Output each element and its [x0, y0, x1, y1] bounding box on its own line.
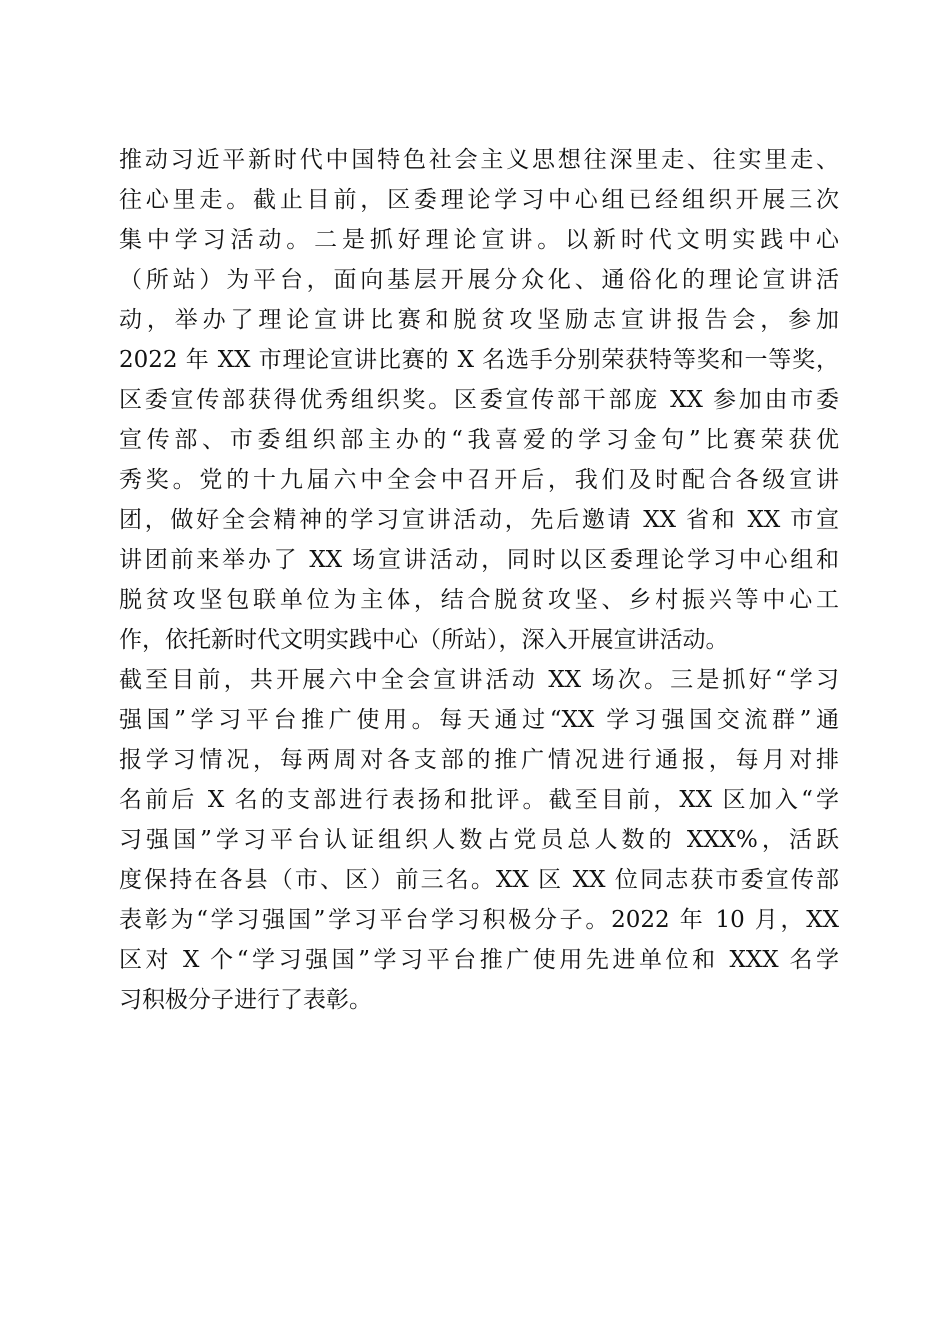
text-line: 2022 年 XX 市理论宣讲比赛的 X 名选手分别荣获特等奖和一等奖，	[119, 347, 839, 373]
text-line: （所站）为平台，面向基层开展分众化、通俗化的理论宣讲活	[119, 267, 839, 293]
text-line: 度保持在各县（市、区）前三名。XX 区 XX 位同志获市委宣传部	[119, 867, 839, 893]
text-line: 宣传部、市委组织部主办的“我喜爱的学习金句”比赛荣获优	[119, 427, 839, 453]
text-line: 报学习情况，每两周对各支部的推广情况进行通报，每月对排	[119, 747, 839, 773]
text-line: 作，依托新时代文明实践中心（所站），深入开展宣讲活动。	[119, 627, 729, 653]
text-line: 脱贫攻坚包联单位为主体，结合脱贫攻坚、乡村振兴等中心工	[119, 587, 839, 613]
text-line: 往心里走。截止目前，区委理论学习中心组已经组织开展三次	[119, 187, 839, 213]
text-line: 习强国”学习平台认证组织人数占党员总人数的 XXX%，活跃	[119, 827, 839, 853]
text-line: 动，举办了理论宣讲比赛和脱贫攻坚励志宣讲报告会，参加	[119, 307, 839, 333]
text-line: 集中学习活动。二是抓好理论宣讲。以新时代文明实践中心	[119, 227, 839, 253]
text-line: 推动习近平新时代中国特色社会主义思想往深里走、往实里走、	[119, 147, 839, 173]
text-line: 截至目前，共开展六中全会宣讲活动 XX 场次。三是抓好“学习	[119, 667, 839, 693]
text-line: 强国”学习平台推广使用。每天通过“XX 学习强国交流群”通	[119, 707, 839, 733]
text-line: 习积极分子进行了表彰。	[119, 987, 372, 1013]
body-paragraph	[119, 140, 839, 1020]
text-line: 秀奖。党的十九届六中全会中召开后，我们及时配合各级宣讲	[119, 467, 839, 493]
text-line: 团，做好全会精神的学习宣讲活动，先后邀请 XX 省和 XX 市宣	[119, 507, 839, 533]
text-line: 区对 X 个“学习强国”学习平台推广使用先进单位和 XXX 名学	[119, 947, 839, 973]
text-line: 区委宣传部获得优秀组织奖。区委宣传部干部庞 XX 参加由市委	[119, 387, 839, 413]
text-line: 表彰为“学习强国”学习平台学习积极分子。2022 年 10 月，XX	[119, 907, 839, 933]
text-line: 讲团前来举办了 XX 场宣讲活动，同时以区委理论学习中心组和	[119, 547, 839, 573]
text-line: 名前后 X 名的支部进行表扬和批评。截至目前，XX 区加入“学	[119, 787, 839, 813]
